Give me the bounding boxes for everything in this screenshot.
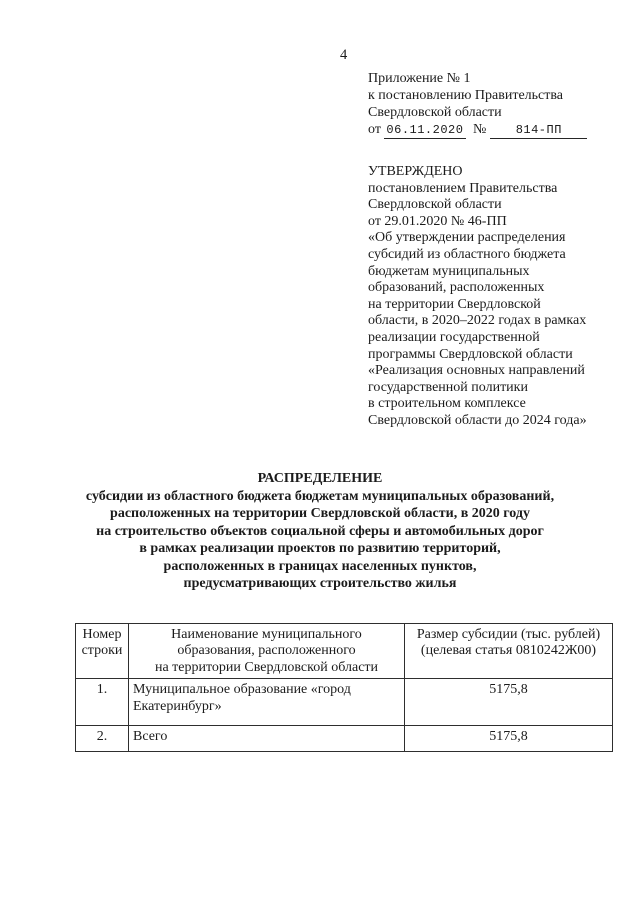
- approval-line: реализации государственной: [368, 329, 540, 345]
- subsidy-table: [75, 623, 613, 752]
- title-line: расположенных на территории Свердловской области, в 2020 году: [110, 506, 530, 521]
- row-number-cell: 2.: [76, 726, 129, 752]
- row-number-cell: 1.: [76, 679, 129, 726]
- approval-line: субсидий из областного бюджета: [368, 246, 566, 262]
- number-sign: №: [472, 122, 487, 137]
- table-row: [76, 679, 613, 726]
- appendix-block: [368, 70, 623, 139]
- approval-block: [368, 164, 623, 430]
- municipality-name-cell: Всего: [129, 726, 405, 752]
- appendix-date-line: [368, 121, 623, 139]
- header-subsidy-amount: Размер субсидии (тыс. рублей) (целевая статья 0810242Ж00): [405, 624, 613, 679]
- approval-line: на территории Свердловской: [368, 296, 541, 312]
- approval-line: государственной политики: [368, 379, 528, 395]
- approval-line: Свердловской области до 2024 года»: [368, 412, 587, 428]
- document-title: [40, 470, 600, 593]
- table-header-row: [76, 624, 613, 679]
- table-row: [76, 726, 613, 752]
- appendix-line: к постановлению Правительства: [368, 88, 564, 103]
- page-number: 4: [340, 47, 348, 63]
- approval-line: «Реализация основных направлений: [368, 363, 585, 379]
- subsidy-amount-cell: 5175,8: [405, 726, 613, 752]
- approval-line: области, в 2020–2022 годах в рамках: [368, 313, 587, 329]
- title-line: расположенных в границах населенных пунктов,: [163, 558, 477, 574]
- appendix-line: Приложение № 1: [368, 71, 471, 86]
- appendix-line: Свердловской области: [368, 105, 502, 120]
- header-row-number: Номер строки: [76, 624, 129, 679]
- municipality-name-cell: Муниципальное образование «город Екатеринбург»: [129, 679, 405, 726]
- date-fill-in: 06.11.2020: [384, 123, 466, 139]
- subsidy-amount-cell: 5175,8: [405, 679, 613, 726]
- approval-line: в строительном комплексе: [368, 396, 526, 412]
- title-line: предусматривающих строительство жилья: [183, 576, 457, 591]
- approval-line: УТВЕРЖДЕНО: [368, 164, 463, 179]
- number-fill-in: 814-ПП: [490, 123, 587, 139]
- approval-line: бюджетам муниципальных: [368, 263, 530, 279]
- approval-line: постановлением Правительства: [368, 180, 558, 196]
- title-line: РАСПРЕДЕЛЕНИЕ: [257, 471, 383, 486]
- date-prefix: от: [368, 122, 381, 137]
- title-line: субсидии из областного бюджета бюджетам муниципальных образований,: [85, 488, 555, 504]
- title-line: на строительство объектов социальной сферы и автомобильных дорог: [96, 523, 544, 539]
- approval-line: от 29.01.2020 № 46-ПП: [368, 213, 507, 229]
- approval-line: программы Свердловской области: [368, 346, 573, 362]
- header-municipality-name: Наименование муниципального образования, расположенного на территории Свердловской области: [129, 624, 405, 679]
- approval-line: «Об утверждении распределения: [368, 230, 566, 246]
- approval-line: образований, расположенных: [368, 280, 545, 296]
- title-line: в рамках реализации проектов по развитию территорий,: [139, 541, 501, 556]
- approval-line: Свердловской области: [368, 197, 502, 213]
